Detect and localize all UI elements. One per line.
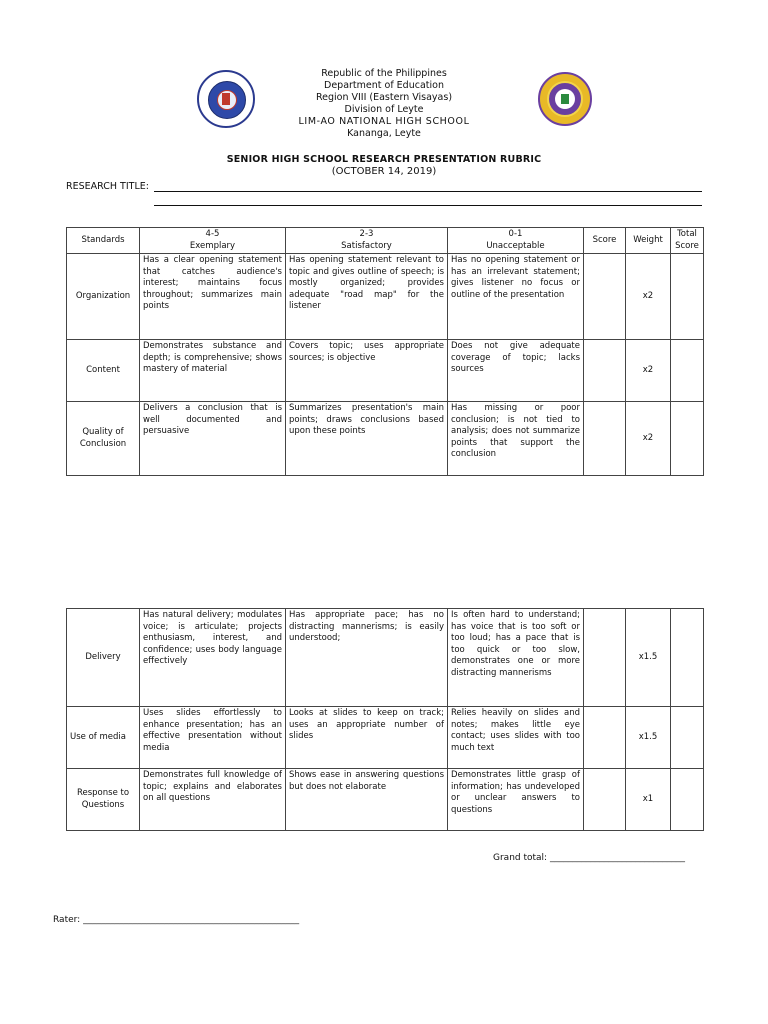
table-header-row bbox=[67, 228, 704, 254]
weight-cell: x1 bbox=[626, 769, 671, 831]
table-row bbox=[67, 609, 704, 707]
letterhead-line: Republic of the Philippines bbox=[321, 68, 447, 79]
header-range: 0-1 bbox=[508, 229, 523, 239]
header-exemplary bbox=[140, 228, 286, 254]
weight-cell: x2 bbox=[626, 340, 671, 402]
weight-cell: x1.5 bbox=[626, 609, 671, 707]
satisfactory-cell: Looks at slides to keep on track; uses an appropriate number of slides bbox=[286, 707, 448, 769]
standard-cell: Delivery bbox=[67, 609, 140, 707]
total-score-cell[interactable] bbox=[671, 254, 704, 340]
header-unacceptable bbox=[448, 228, 584, 254]
total-score-cell[interactable] bbox=[671, 402, 704, 476]
research-title-label: RESEARCH TITLE: bbox=[66, 181, 149, 192]
header-range: 4-5 bbox=[205, 229, 220, 239]
research-title-line[interactable] bbox=[154, 191, 702, 192]
weight-cell: x2 bbox=[626, 254, 671, 340]
exemplary-cell: Demonstrates substance and depth; is comprehensive; shows mastery of material bbox=[140, 340, 286, 402]
rubric-title: SENIOR HIGH SCHOOL RESEARCH PRESENTATION RUBRIC bbox=[226, 154, 542, 165]
header-standards: Standards bbox=[67, 228, 140, 254]
score-cell[interactable] bbox=[584, 707, 626, 769]
header-label: Exemplary bbox=[189, 240, 236, 251]
rubric-date: (OCTOBER 14, 2019) bbox=[331, 166, 437, 177]
score-cell[interactable] bbox=[584, 254, 626, 340]
total-score-cell[interactable] bbox=[671, 340, 704, 402]
standard-cell: Organization bbox=[67, 254, 140, 340]
unacceptable-cell: Does not give adequate coverage of topic; lacks sources bbox=[448, 340, 584, 402]
header-weight: Weight bbox=[626, 228, 671, 254]
header-label: Unacceptable bbox=[486, 240, 545, 251]
satisfactory-cell: Summarizes presentation's main points; draws conclusions based upon these points bbox=[286, 402, 448, 476]
table-row bbox=[67, 402, 704, 476]
grand-total-field[interactable]: Grand total: ______________________________ bbox=[493, 853, 685, 863]
header-total-score: Total Score bbox=[671, 228, 704, 254]
rubric-table-continued bbox=[66, 608, 704, 831]
total-score-cell[interactable] bbox=[671, 707, 704, 769]
exemplary-cell: Delivers a conclusion that is well documented and persuasive bbox=[140, 402, 286, 476]
score-cell[interactable] bbox=[584, 402, 626, 476]
letterhead-line: Division of Leyte bbox=[344, 104, 424, 115]
weight-cell: x1.5 bbox=[626, 707, 671, 769]
unacceptable-cell: Is often hard to understand; has voice that is too soft or too loud; has a pace that is too quick or too slow, demonstrates one or more distracting mannerisms bbox=[448, 609, 584, 707]
header-label: Satisfactory bbox=[341, 240, 392, 251]
letterhead-line: Region VIII (Eastern Visayas) bbox=[315, 92, 453, 103]
table-row bbox=[67, 340, 704, 402]
header-satisfactory bbox=[286, 228, 448, 254]
total-score-cell[interactable] bbox=[671, 609, 704, 707]
exemplary-cell: Has natural delivery; modulates voice; is articulate; projects enthusiasm, interest, and confidence; uses body language effectively bbox=[140, 609, 286, 707]
research-title-line-2[interactable] bbox=[154, 205, 702, 206]
table-row bbox=[67, 707, 704, 769]
score-cell[interactable] bbox=[584, 609, 626, 707]
header-score: Score bbox=[584, 228, 626, 254]
satisfactory-cell: Has appropriate pace; has no distracting mannerisms; is easily understood; bbox=[286, 609, 448, 707]
exemplary-cell: Has a clear opening statement that catches audience's interest; maintains focus throughout; summarizes main points bbox=[140, 254, 286, 340]
score-cell[interactable] bbox=[584, 340, 626, 402]
letterhead bbox=[0, 68, 768, 140]
exemplary-cell: Demonstrates full knowledge of topic; explains and elaborates on all questions bbox=[140, 769, 286, 831]
standard-cell: Quality of Conclusion bbox=[67, 402, 140, 476]
unacceptable-cell: Has no opening statement or has an irrelevant statement; gives listener no focus or outline of the presentation bbox=[448, 254, 584, 340]
satisfactory-cell: Covers topic; uses appropriate sources; is objective bbox=[286, 340, 448, 402]
satisfactory-cell: Has opening statement relevant to topic and gives outline of speech; is mostly organized; provides adequate "road map" for the listener bbox=[286, 254, 448, 340]
standard-cell: Content bbox=[67, 340, 140, 402]
standard-cell: Response to Questions bbox=[67, 769, 140, 831]
unacceptable-cell: Demonstrates little grasp of information; has undeveloped or unclear answers to questions bbox=[448, 769, 584, 831]
letterhead-line: Kananga, Leyte bbox=[347, 128, 421, 139]
rubric-table bbox=[66, 227, 704, 476]
letterhead-line: Department of Education bbox=[324, 80, 444, 91]
rater-field[interactable]: Rater: ________________________________________________ bbox=[53, 915, 300, 925]
satisfactory-cell: Shows ease in answering questions but does not elaborate bbox=[286, 769, 448, 831]
standard-cell: Use of media bbox=[67, 707, 140, 769]
table-row bbox=[67, 769, 704, 831]
total-score-cell[interactable] bbox=[671, 769, 704, 831]
header-range: 2-3 bbox=[359, 229, 374, 239]
unacceptable-cell: Has missing or poor conclusion; is not tied to analysis; does not summarize points that support the conclusion bbox=[448, 402, 584, 476]
weight-cell: x2 bbox=[626, 402, 671, 476]
score-cell[interactable] bbox=[584, 769, 626, 831]
letterhead-line: LIM-AO NATIONAL HIGH SCHOOL bbox=[298, 116, 470, 127]
table-row bbox=[67, 254, 704, 340]
unacceptable-cell: Relies heavily on slides and notes; makes little eye contact; uses slides with too much text bbox=[448, 707, 584, 769]
exemplary-cell: Uses slides effortlessly to enhance presentation; has an effective presentation without media bbox=[140, 707, 286, 769]
